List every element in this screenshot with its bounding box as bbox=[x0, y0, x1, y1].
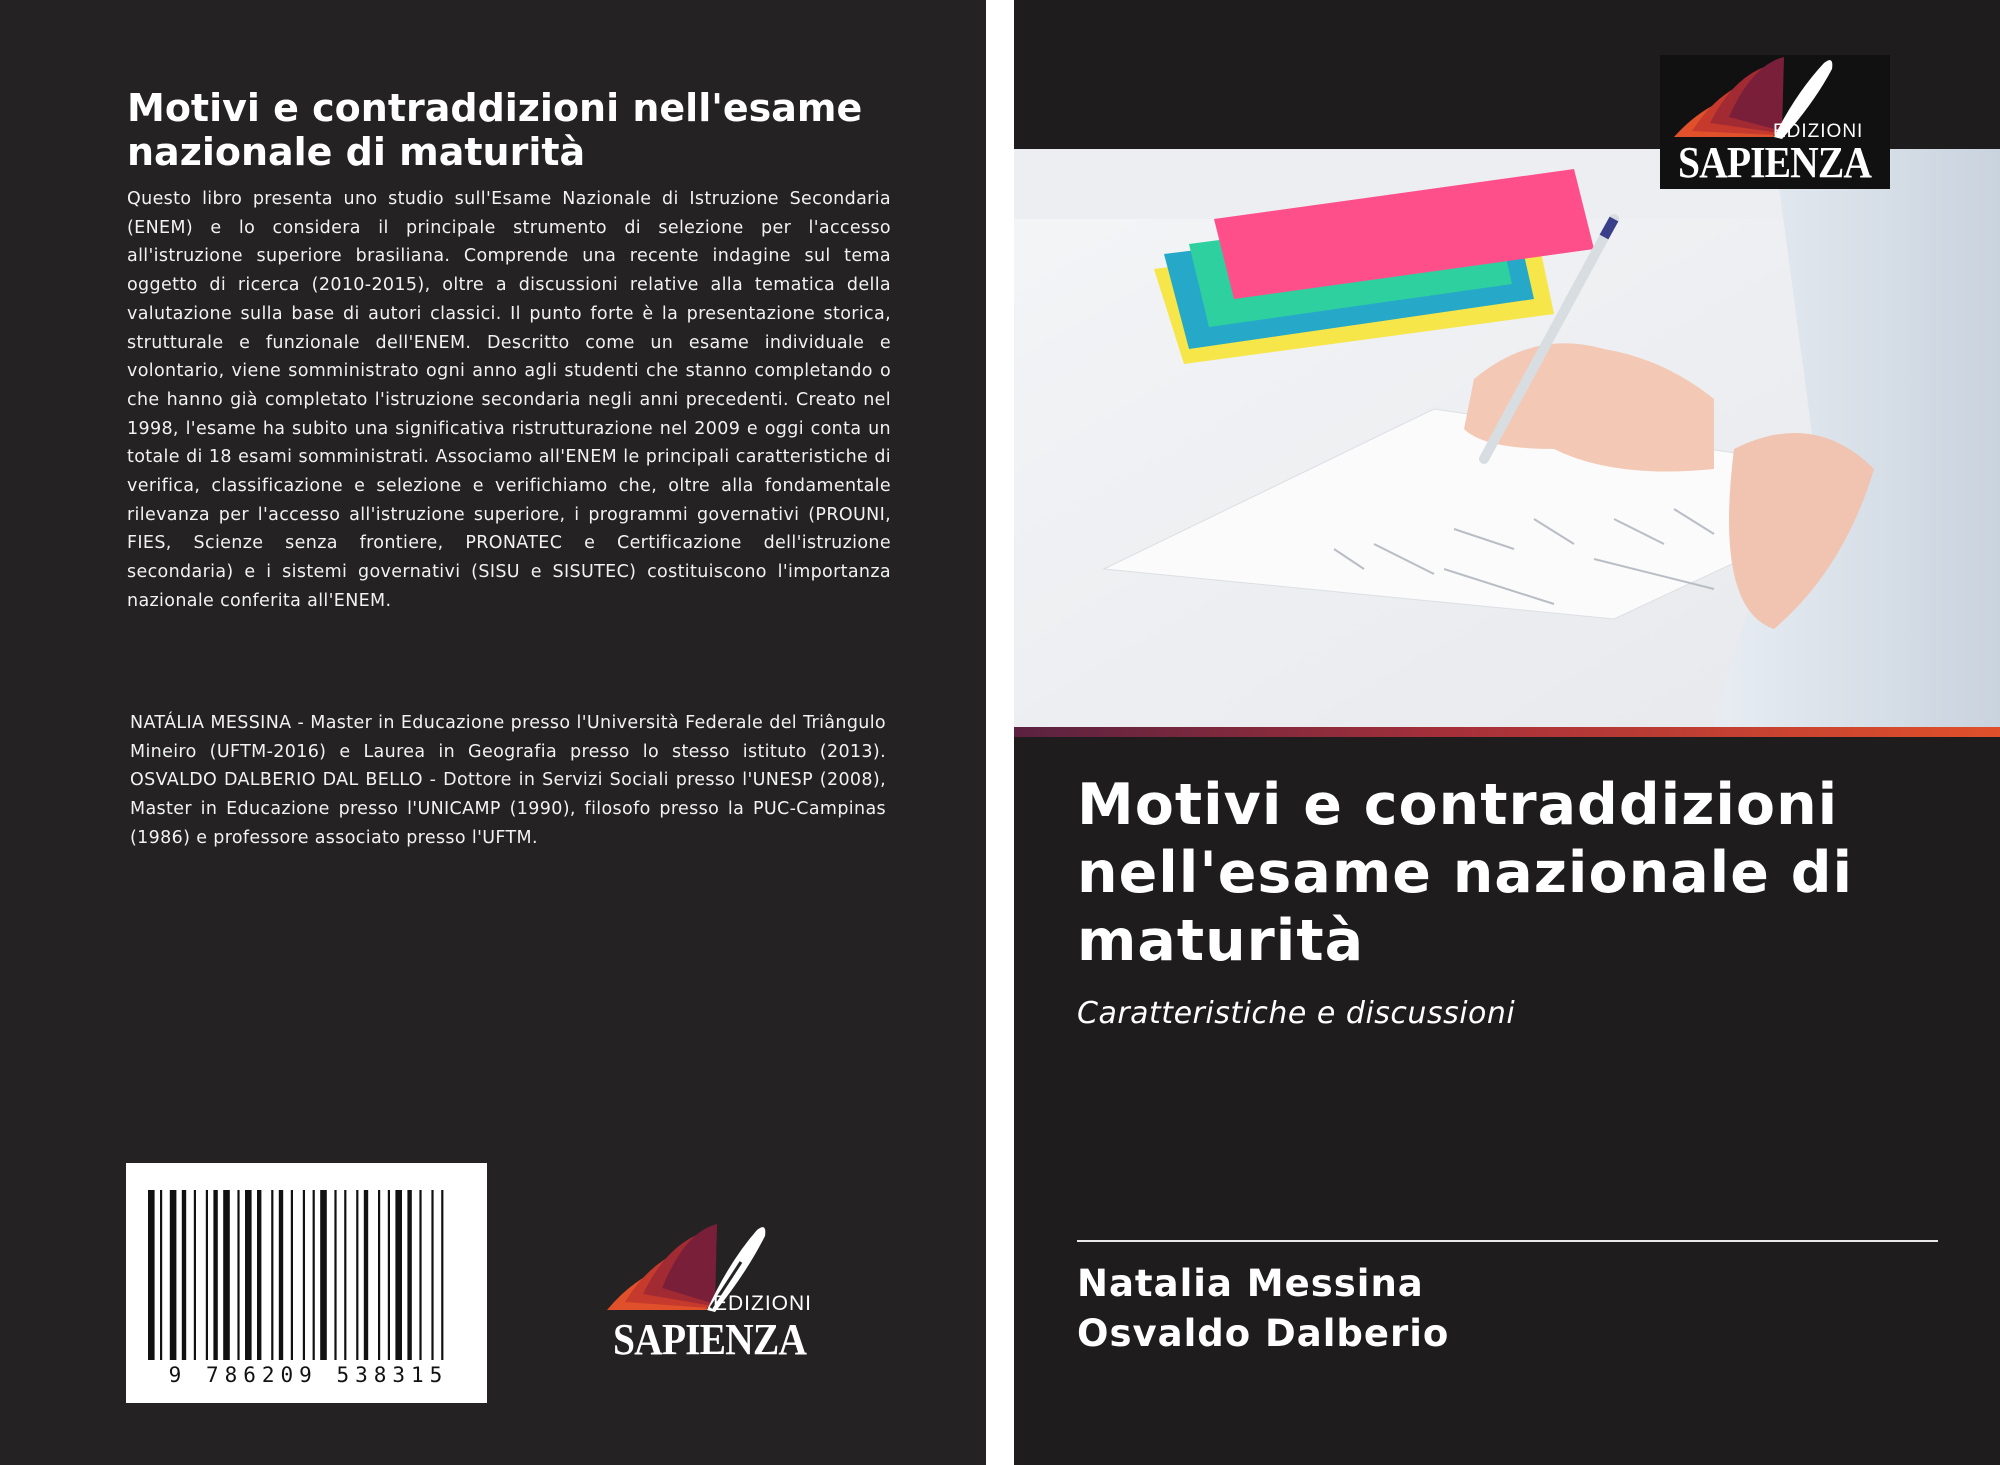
publisher-logo-back bbox=[603, 1222, 823, 1364]
front-cover-subtitle: Caratteristiche e discussioni bbox=[1077, 996, 1516, 1031]
isbn-digits: 9 786209 538315 bbox=[168, 1363, 449, 1387]
barcode-icon bbox=[148, 1190, 466, 1360]
accent-stripe bbox=[1014, 727, 2000, 737]
publisher-imprint: EDIZIONI bbox=[1773, 121, 1864, 142]
author-name: Osvaldo Dalberio bbox=[1077, 1312, 1450, 1355]
publisher-logo-front bbox=[1660, 55, 1890, 189]
publisher-name: SAPIENZA bbox=[613, 1315, 807, 1364]
divider bbox=[1077, 1240, 1938, 1242]
author-name: Natalia Messina bbox=[1077, 1262, 1424, 1305]
back-cover-blurb: Questo libro presenta uno studio sull'Esame Nazionale di Istruzione Secondaria (ENEM) e lo considera il principale strumento di selezione per l'accesso all'istruzione superiore brasiliana. Comprende una recente indagine sul tema oggetto di ricerca (2010-2015), oltre a discussioni relative alla tematica della valutazione sulla base di autori classici. Il punto forte è la presentazione storica, strutturale e funzionale dell'ENEM. Descritto come un esame individuale e volontario, viene somministrato ogni anno agli studenti che stanno completando o che hanno già completato l'istruzione secondaria negli anni precedenti. Creato nel 1998, l'esame ha subito una significativa ristrutturazione nel 2009 e oggi conta un totale di 18 esami somministrati. Associamo all'ENEM le principali caratteristiche di verifica, classificazione e selezione e verifichiamo che, oltre alla fondamentale rilevanza per l'accesso all'istruzione superiore, i programmi governativi (PROUNI, FIES, Scienze senza frontiere, PRONATEC e Certificazione dell'istruzione secondaria) e i sistemi governativi (SISU e SISUTEC) costituiscono l'importanza nazionale conferita all'ENEM. bbox=[127, 189, 891, 611]
publisher-name: SAPIENZA bbox=[1678, 138, 1872, 187]
author-bio: NATÁLIA MESSINA - Master in Educazione presso l'Università Federale del Triângulo Mineiro (UFTM-2016) e Laurea in Geografia presso lo stesso istituto (2013). OSVALDO DALBERIO DAL BELLO - Dottore in Servizi Sociali presso l'UNESP (2008), Master in Educazione presso l'UNICAMP (1990), filosofo presso la PUC-Campinas (1986) e professore associato presso l'UFTM. bbox=[130, 713, 886, 848]
front-cover-title: Motivi e contraddizioni nell'esame nazionale di maturità bbox=[1077, 772, 1854, 974]
student-writing-exam-photo bbox=[1014, 149, 2000, 727]
barcode bbox=[126, 1163, 487, 1403]
publisher-imprint: EDIZIONI bbox=[713, 1292, 813, 1315]
back-cover-title: Motivi e contraddizioni nell'esame nazionale di maturità bbox=[127, 86, 863, 174]
